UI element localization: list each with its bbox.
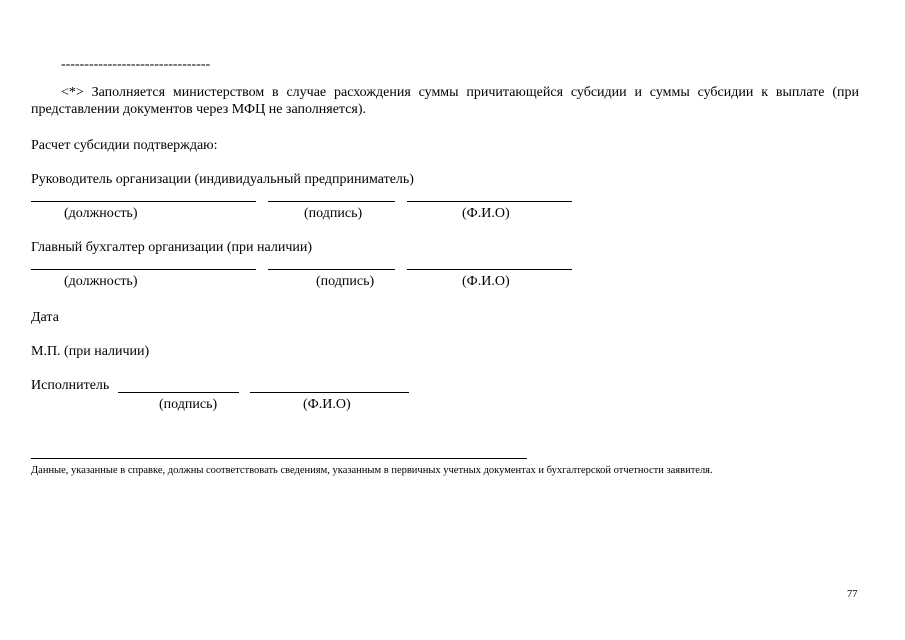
date-label: Дата (31, 310, 59, 325)
page-number: 77 (847, 589, 858, 600)
executor-name-caption: (Ф.И.О) (303, 397, 351, 412)
accountant-position-caption: (должность) (64, 274, 138, 289)
head-position-caption: (должность) (64, 206, 138, 221)
executor-signature-caption: (подпись) (159, 397, 218, 412)
stamp-label: М.П. (при наличии) (31, 344, 150, 359)
accountant-position-line (31, 269, 256, 270)
data-note: Данные, указанные в справке, должны соответствовать сведениям, указанным в первичных учетных документах и бухгалтерской отчетности заявителя. (31, 465, 713, 476)
executor-signature-line (118, 392, 239, 393)
executor-name-line (250, 392, 409, 393)
footnote-text: <*> Заполняется министерством в случае расхождения суммы причитающейся субсидии и суммы субсидии к выплате (при представлении документов через МФЦ не заполняется). (31, 85, 859, 117)
head-title: Руководитель организации (индивидуальный предприниматель) (31, 172, 414, 187)
accountant-signature-line (268, 269, 395, 270)
confirmation-label: Расчет субсидии подтверждаю: (31, 138, 218, 153)
data-note-separator (31, 458, 527, 459)
head-signature-line (268, 201, 395, 202)
head-name-caption: (Ф.И.О) (462, 206, 510, 221)
accountant-title: Главный бухгалтер организации (при наличии) (31, 240, 313, 255)
head-signature-caption: (подпись) (304, 206, 363, 221)
accountant-name-line (407, 269, 572, 270)
head-name-line (407, 201, 572, 202)
head-position-line (31, 201, 256, 202)
accountant-signature-caption: (подпись) (316, 274, 375, 289)
accountant-name-caption: (Ф.И.О) (462, 274, 510, 289)
executor-label: Исполнитель (31, 378, 110, 393)
footnote-separator: -------------------------------- (61, 57, 211, 72)
